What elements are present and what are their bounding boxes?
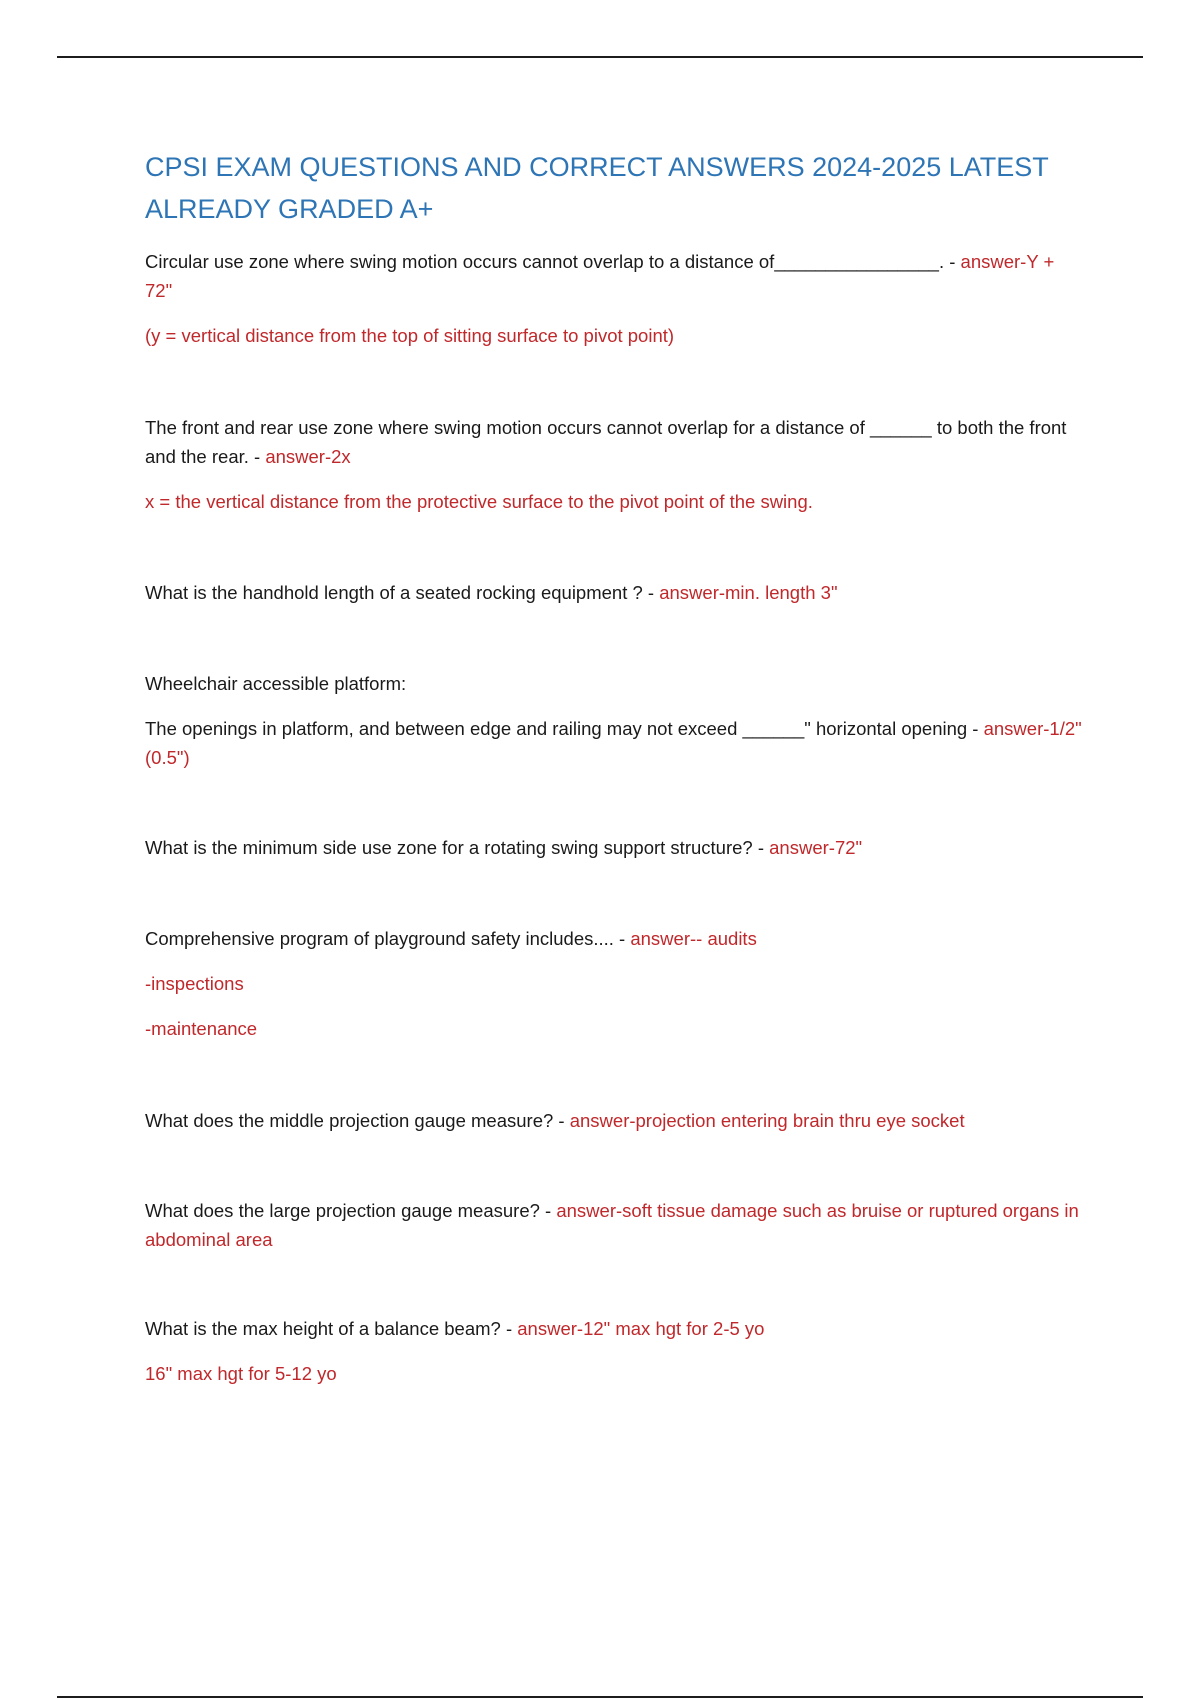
qa-item-1 [145, 247, 1085, 350]
question-text: What does the large projection gauge measure? - [145, 1200, 557, 1221]
question-text: What is the max height of a balance beam? - [145, 1318, 518, 1339]
qa-question-line [145, 578, 1085, 607]
qa-question-line [145, 924, 1085, 953]
qa-question-line [145, 714, 1085, 772]
answer-text: answer-Y + 72" [145, 251, 1055, 301]
qa-question-line [145, 833, 1085, 862]
answer-text: answer-min. length 3" [659, 582, 838, 603]
answer-note: 16" max hgt for 5-12 yo [145, 1363, 337, 1384]
qa-item-6 [145, 924, 1085, 1043]
qa-question-line [145, 1196, 1085, 1254]
answer-list-item: -maintenance [145, 1018, 258, 1039]
answer-text: answer-soft tissue damage such as bruise or ruptured organs in abdominal area [145, 1200, 1079, 1250]
answer-text: answer-72" [769, 837, 863, 858]
answer-text: answer-1/2" (0.5") [145, 718, 1082, 768]
qa-item-7 [145, 1106, 1085, 1135]
qa-item-2 [145, 413, 1085, 516]
header-rule [57, 56, 1143, 58]
question-text: Circular use zone where swing motion occurs cannot overlap to a distance of________________. - [145, 251, 961, 272]
page-title: CPSI EXAM QUESTIONS AND CORRECT ANSWERS 2024-2025 LATEST ALREADY GRADED A+ [145, 152, 1049, 224]
section-heading: Wheelchair accessible platform: [145, 673, 407, 694]
answer-list-item: -inspections [145, 973, 244, 994]
question-text: The front and rear use zone where swing motion occurs cannot overlap for a distance of ______ to both the front and the rear. - [145, 417, 1067, 467]
qa-question-line [145, 1314, 1085, 1343]
qa-item-9 [145, 1314, 1085, 1388]
question-text: What is the handhold length of a seated rocking equipment ? - [145, 582, 660, 603]
qa-item-8 [145, 1196, 1085, 1254]
qa-question-line [145, 1106, 1085, 1135]
question-text: What does the middle projection gauge measure? - [145, 1110, 570, 1131]
question-text: What is the minimum side use zone for a rotating swing support structure? - [145, 837, 770, 858]
answer-note: x = the vertical distance from the protective surface to the pivot point of the swing. [145, 491, 813, 512]
answer-text: answer-12" max hgt for 2-5 yo [517, 1318, 765, 1339]
qa-item-3 [145, 578, 1085, 607]
qa-question-line [145, 413, 1085, 471]
answer-text: answer-- audits [630, 928, 757, 949]
answer-text: answer-2x [265, 446, 351, 467]
question-text: Comprehensive program of playground safety includes.... - [145, 928, 631, 949]
answer-note: (y = vertical distance from the top of sitting surface to pivot point) [145, 325, 675, 346]
qa-question-line [145, 247, 1085, 305]
footer-rule [57, 1696, 1143, 1698]
qa-item-5 [145, 833, 1085, 862]
qa-item-4 [145, 669, 1085, 772]
answer-text: answer-projection entering brain thru eye socket [569, 1110, 965, 1131]
question-text: The openings in platform, and between edge and railing may not exceed ______" horizontal opening - [145, 718, 984, 739]
